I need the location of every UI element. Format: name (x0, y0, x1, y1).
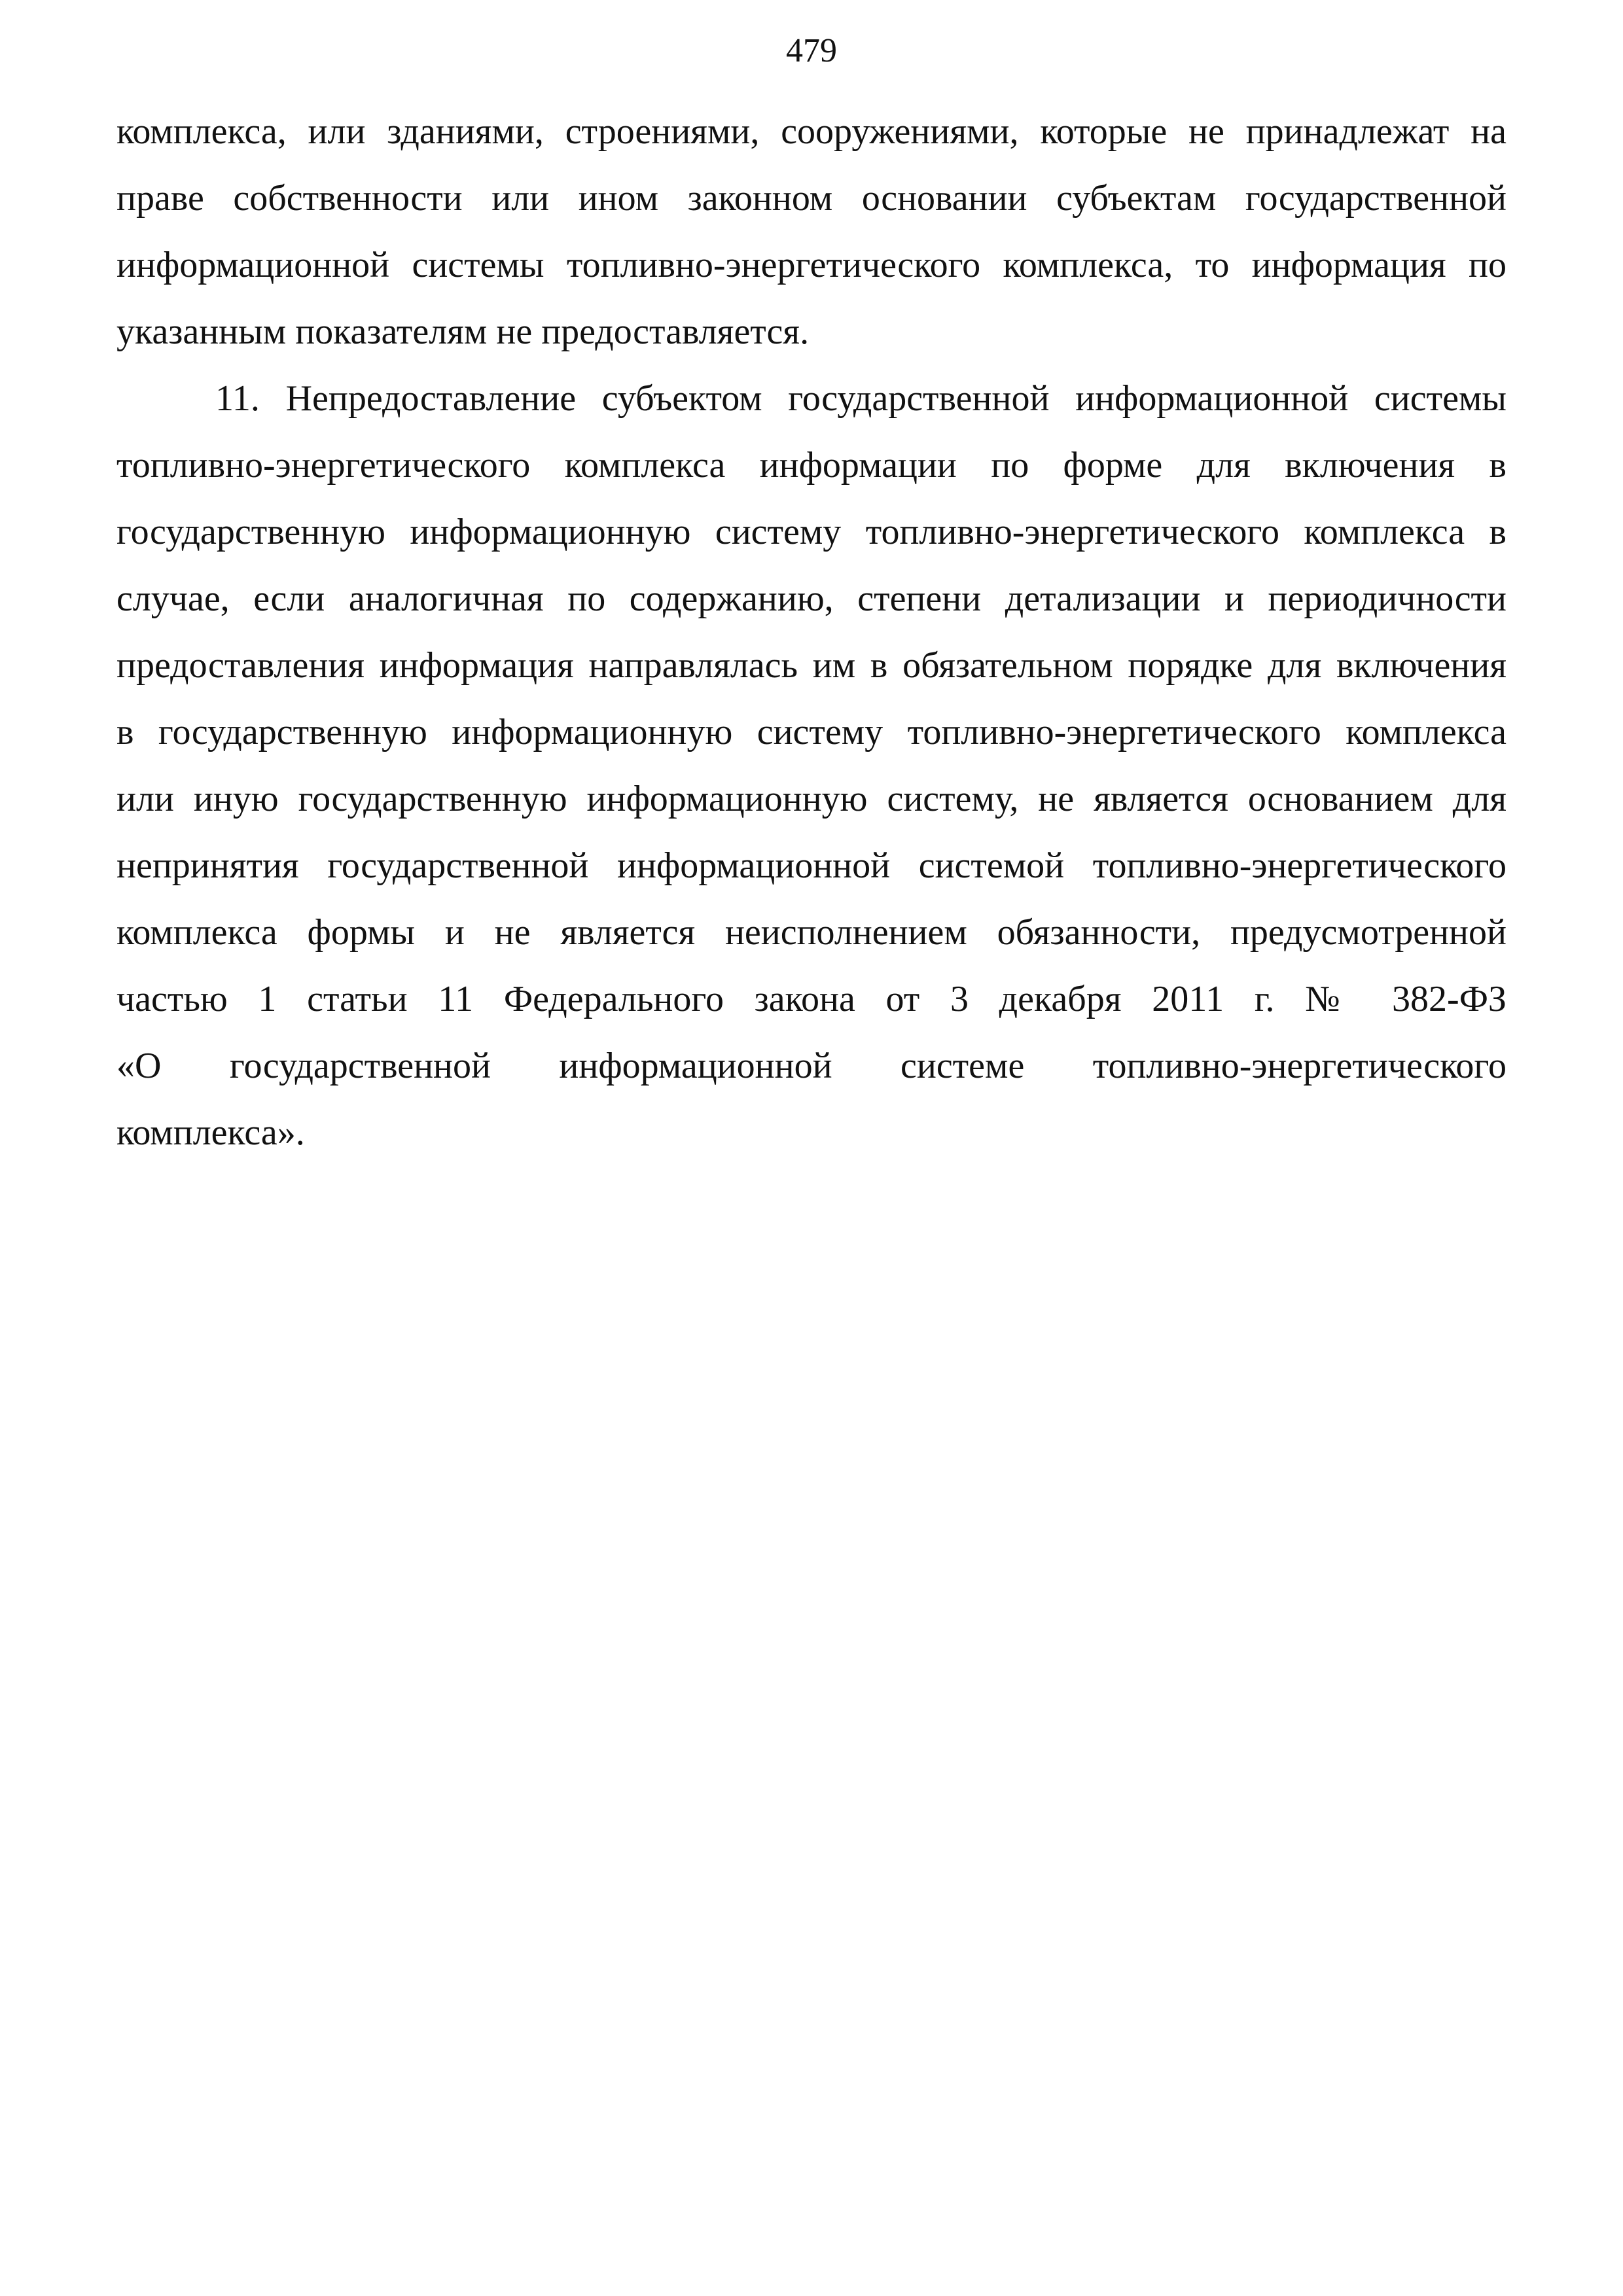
paragraph-continuation (116, 98, 1507, 365)
text-line: комплекса, или зданиями, строениями, сооружениями, которые не принадлежат на (116, 111, 1507, 152)
text-line: частью 1 статьи 11 Федерального закона от 3 декабря 2011 г. № 382-ФЗ (116, 979, 1507, 1019)
text-line: или иную государственную информационную систему, не является основанием для (116, 779, 1507, 819)
text-line: информационной системы топливно-энергетического комплекса, то информация по (116, 245, 1507, 285)
text-line: случае, если аналогичная по содержанию, степени детализации и периодичности (116, 578, 1507, 619)
page-number: 479 (786, 32, 837, 69)
paragraph-item-11 (116, 365, 1507, 1166)
text-line: предоставления информация направлялась им в обязательном порядке для включения (116, 645, 1507, 686)
text-line: комплекса». (116, 1112, 305, 1153)
text-line: праве собственности или ином законном основании субъектам государственной (116, 178, 1507, 219)
text-line: указанным показателям не предоставляется. (116, 311, 810, 352)
text-line: непринятия государственной информационной системой топливно-энергетического (116, 845, 1507, 886)
text-line: 11. Непредоставление субъектом государственной информационной системы (215, 378, 1507, 419)
text-line: в государственную информационную систему топливно-энергетического комплекса (116, 712, 1507, 752)
document-body (116, 98, 1507, 1166)
text-line: «О государственной информационной системе топливно-энергетического (116, 1046, 1507, 1086)
text-line: топливно-энергетического комплекса информации по форме для включения в (116, 445, 1507, 486)
text-line: государственную информационную систему топливно-энергетического комплекса в (116, 512, 1507, 552)
text-line: комплекса формы и не является неисполнением обязанности, предусмотренной (116, 912, 1507, 953)
